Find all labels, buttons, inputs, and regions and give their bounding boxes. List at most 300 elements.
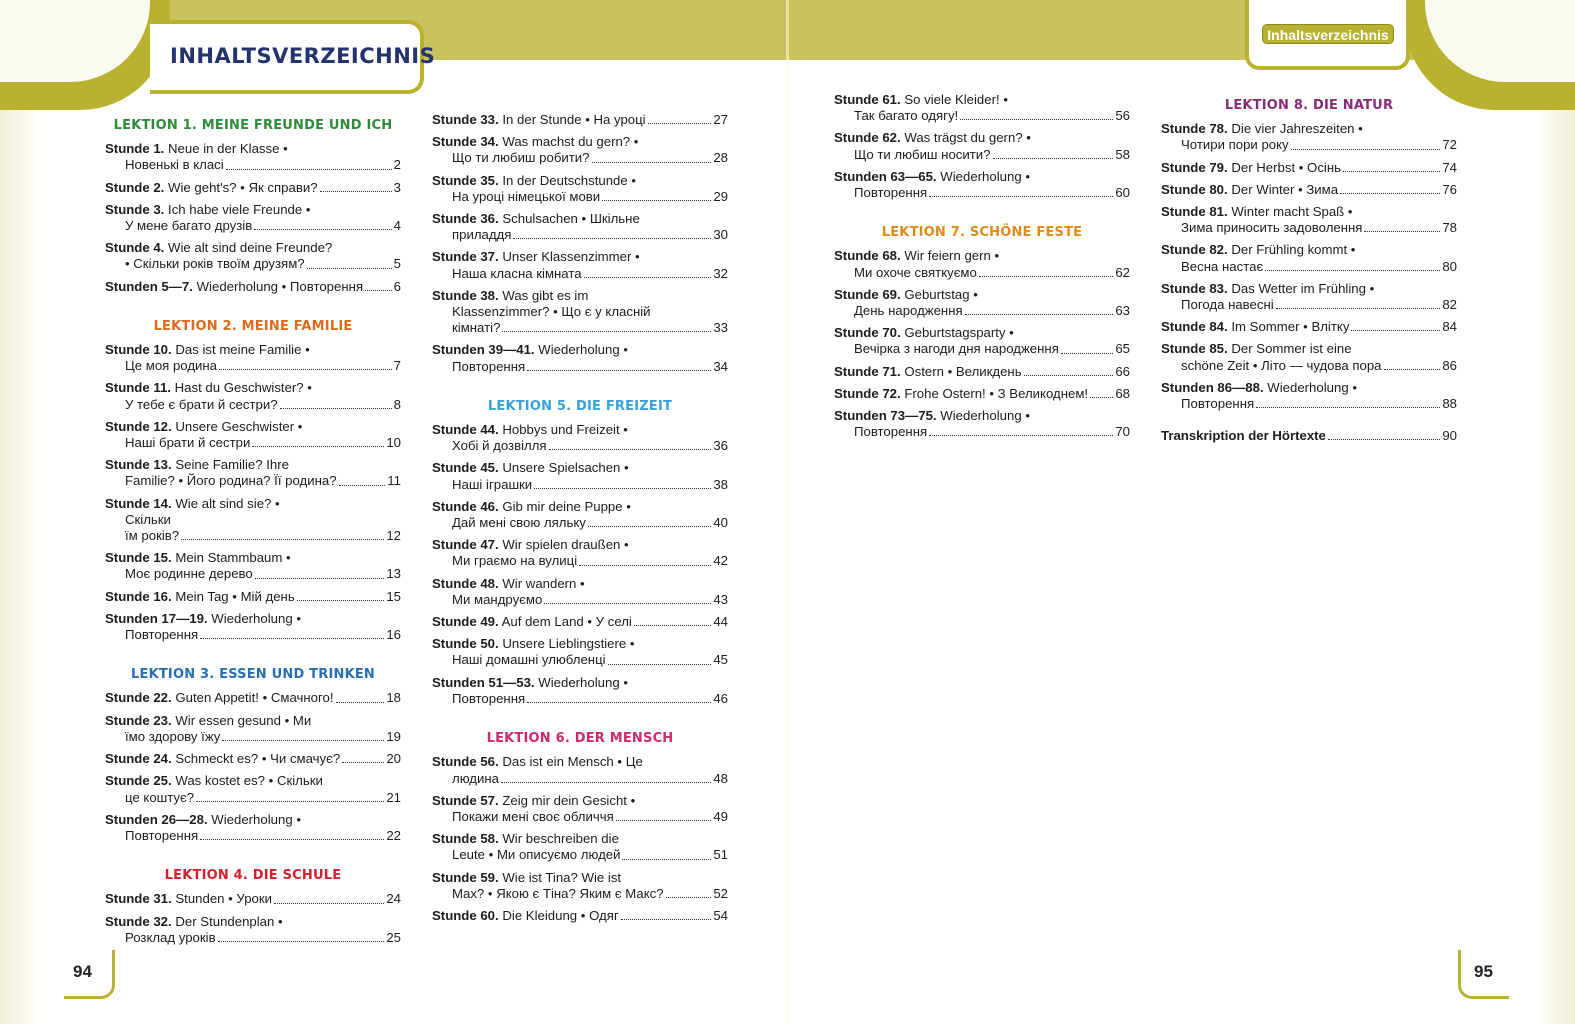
entry-stunde: Stunde 31. xyxy=(105,891,172,907)
entry-subtitle: Що ти любиш робити? xyxy=(452,150,590,166)
dot-leader xyxy=(965,303,1114,315)
entry-text xyxy=(1161,428,1326,444)
entry-line-2 xyxy=(105,528,401,544)
entry-page-number: 4 xyxy=(393,218,401,234)
entry-title: Geburtstag • xyxy=(904,286,978,302)
entry-title: Wiederholung • xyxy=(940,168,1030,184)
entry-line-extra: Klassenzimmer? • Що є у класній xyxy=(452,304,651,320)
dot-leader xyxy=(336,690,385,702)
block-spacer xyxy=(1161,418,1457,428)
entry-line-1 xyxy=(432,499,728,515)
toc-entry xyxy=(834,248,1130,280)
entry-stunde: Stunde 68. xyxy=(834,248,901,264)
entry-title: Was kostet es? • Скільки xyxy=(175,773,323,789)
toc-entry xyxy=(432,173,728,205)
entry-line-2 xyxy=(105,157,401,173)
entry-stunde: Stunden 51—53. xyxy=(432,674,535,690)
entry-page-number: 6 xyxy=(393,278,401,294)
entry-line-2 xyxy=(105,397,401,413)
toc-entry xyxy=(1161,341,1457,373)
toc-entry xyxy=(834,287,1130,319)
entry-title: Geburtstagsparty • xyxy=(904,325,1014,341)
entry-line-1 xyxy=(105,550,401,566)
entry-page-number: 65 xyxy=(1115,341,1130,357)
entry-subtitle: Наші домашні улюбленці xyxy=(452,652,606,668)
entry-title: Ostern • Великдень xyxy=(904,363,1022,379)
toc-entry xyxy=(105,141,401,173)
dot-leader xyxy=(960,108,1113,120)
entry-stunde: Stunde 79. xyxy=(1161,159,1228,175)
entry-line-1 xyxy=(1161,341,1457,357)
entry-line-2 xyxy=(432,477,728,493)
entry-title: Das ist meine Familie • xyxy=(175,342,310,358)
entry-page-number: 20 xyxy=(386,751,401,767)
entry-line-2 xyxy=(105,435,401,451)
entry-line-2 xyxy=(432,553,728,569)
entry-title: Der Sommer ist eine xyxy=(1231,341,1352,357)
entry-text xyxy=(105,690,334,706)
dot-leader xyxy=(255,566,385,578)
entry-title: Was gibt es im xyxy=(502,287,589,303)
entry-title: Schulsachen • Шкільне xyxy=(502,211,640,227)
entry-line-1 xyxy=(105,380,401,396)
entry-page-number: 88 xyxy=(1442,396,1457,412)
entry-line-2 xyxy=(432,592,728,608)
entry-line xyxy=(432,614,728,630)
entry-line-1 xyxy=(432,636,728,652)
entry-stunde: Stunde 44. xyxy=(432,422,499,438)
lektion-heading: LEKTION 4. DIE SCHULE xyxy=(164,868,342,884)
entry-line-1 xyxy=(432,249,728,265)
entry-line-extra: Скільки xyxy=(125,511,171,527)
dot-leader xyxy=(1343,160,1440,172)
entry-page-number: 3 xyxy=(393,179,401,195)
entry-title: Unsere Lieblingstiere • xyxy=(502,636,635,652)
right-page-edge xyxy=(1535,60,1575,1024)
dot-leader xyxy=(1351,319,1440,331)
entry-line-2 xyxy=(834,424,1130,440)
toc-entry xyxy=(432,211,728,243)
entry-title: Das Wetter im Frühling • xyxy=(1231,280,1375,296)
toc-column-2 xyxy=(432,112,728,930)
entry-title: Wir essen gesund • Ми xyxy=(175,712,312,728)
entry-subtitle: На уроці німецької мови xyxy=(452,188,601,204)
entry-title: Zeig mir dein Gesicht • xyxy=(502,792,636,808)
entry-text xyxy=(105,891,272,907)
entry-page-number: 52 xyxy=(713,885,728,901)
entry-line-1 xyxy=(834,169,1130,185)
entry-page-number: 16 xyxy=(386,627,401,643)
entry-page-number: 21 xyxy=(386,789,401,805)
entry-page-number: 18 xyxy=(386,690,401,706)
dot-leader xyxy=(226,157,392,169)
toc-entry xyxy=(834,364,1130,380)
entry-stunde: Stunde 2. xyxy=(105,179,165,195)
entry-subtitle: Покажи мені своє обличчя xyxy=(452,808,614,824)
entry-page-number: 30 xyxy=(713,227,728,243)
entry-page-number: 49 xyxy=(713,808,728,824)
entry-title: Die Kleidung • Одяг xyxy=(502,907,619,923)
toc-entry xyxy=(105,589,401,605)
entry-stunde: Stunde 49. xyxy=(432,614,499,630)
dot-leader xyxy=(181,528,384,540)
entry-line-2 xyxy=(432,771,728,787)
dot-leader xyxy=(602,189,711,201)
entry-stunde: Stunde 84. xyxy=(1161,319,1228,335)
entry-title: Wiederholung • xyxy=(211,811,301,827)
entry-line xyxy=(105,589,401,605)
entry-subtitle: Весна настає xyxy=(1181,258,1264,274)
entry-line-2 xyxy=(432,320,728,336)
entry-page-number: 29 xyxy=(713,188,728,204)
entry-line-2 xyxy=(834,265,1130,281)
entry-line-2 xyxy=(834,303,1130,319)
dot-leader xyxy=(200,627,384,639)
entry-page-number: 66 xyxy=(1115,363,1130,379)
entry-text xyxy=(432,112,646,128)
entry-stunde: Stunde 23. xyxy=(105,712,172,728)
entry-line-2 xyxy=(105,729,401,745)
entry-line-1 xyxy=(432,288,728,304)
dot-leader xyxy=(339,473,386,485)
dot-leader xyxy=(219,358,392,370)
entry-text xyxy=(834,364,1022,380)
toc-entry xyxy=(432,422,728,454)
entry-text xyxy=(1161,319,1349,335)
dot-leader xyxy=(1384,358,1441,370)
entry-line xyxy=(1161,160,1457,176)
toc-entry xyxy=(105,773,401,805)
entry-page-number: 84 xyxy=(1442,319,1457,335)
entry-title: Ich habe viele Freunde • xyxy=(168,201,311,217)
toc-entry xyxy=(834,386,1130,402)
entry-title: In der Deutschstunde • xyxy=(502,172,636,188)
toc-entry xyxy=(1161,160,1457,176)
entry-line-2 xyxy=(105,218,401,234)
entry-page-number: 27 xyxy=(713,112,728,127)
entry-page-number: 56 xyxy=(1115,108,1130,124)
entry-text xyxy=(1161,182,1338,198)
entry-line-1 xyxy=(105,141,401,157)
entry-title: Wiederholung • xyxy=(940,408,1030,424)
entry-stunde: Stunde 58. xyxy=(432,831,499,847)
entry-line-1 xyxy=(105,457,401,473)
dot-leader xyxy=(222,729,384,741)
entry-stunde: Stunde 47. xyxy=(432,537,499,553)
entry-line-2 xyxy=(105,790,401,806)
entry-title: Seine Familie? Ihre xyxy=(175,457,289,473)
toc-entry xyxy=(432,249,728,281)
entry-title: Der Stundenplan • xyxy=(175,913,283,929)
lektion-heading: LEKTION 6. DER MENSCH xyxy=(486,731,674,747)
entry-title: Wie ist Tina? Wie ist xyxy=(502,869,622,885)
entry-line-1 xyxy=(834,408,1130,424)
entry-page-number: 2 xyxy=(393,157,401,173)
entry-line-1 xyxy=(834,325,1130,341)
entry-subtitle: Що ти любиш носити? xyxy=(854,146,991,162)
entry-title: Hobbys und Freizeit • xyxy=(502,422,628,438)
dot-leader xyxy=(218,930,385,942)
entry-stunde: Stunde 56. xyxy=(432,754,499,770)
toc-entry xyxy=(432,112,728,128)
dot-leader xyxy=(534,477,711,489)
entry-line xyxy=(105,180,401,196)
toc-entry xyxy=(105,891,401,907)
entry-stunde: Stunde 22. xyxy=(105,690,172,706)
entry-stunde: Stunde 3. xyxy=(105,201,165,217)
entry-title: Unsere Geschwister • xyxy=(175,418,303,434)
entry-line-2 xyxy=(432,266,728,282)
entry-stunde: Stunde 14. xyxy=(105,495,172,511)
dot-leader xyxy=(1265,259,1440,271)
lektion-heading: LEKTION 3. ESSEN UND TRINKEN xyxy=(131,667,375,683)
entry-page-number: 33 xyxy=(713,320,728,336)
dot-leader xyxy=(544,592,711,604)
dot-leader xyxy=(307,256,392,268)
entry-subtitle: людина xyxy=(452,770,499,786)
entry-subtitle: Повторення xyxy=(1181,396,1255,412)
dot-leader xyxy=(1061,341,1113,353)
entry-stunde: Stunde 70. xyxy=(834,325,901,341)
entry-page-number: 46 xyxy=(713,690,728,706)
toc-entry xyxy=(834,325,1130,357)
entry-stunde: Stunde 46. xyxy=(432,498,499,514)
toc-entry xyxy=(105,914,401,946)
toc-entry xyxy=(105,751,401,767)
entry-subtitle: Ми мандруємо xyxy=(452,591,543,607)
toc-entry xyxy=(834,130,1130,162)
entry-line-2 xyxy=(432,150,728,166)
entry-text xyxy=(834,386,1088,402)
dot-leader xyxy=(588,515,712,527)
lektion-heading: LEKTION 5. DIE FREIZEIT xyxy=(487,398,673,414)
entry-line-1 xyxy=(432,675,728,691)
entry-page-number: 10 xyxy=(386,435,401,451)
entry-line-2 xyxy=(432,652,728,668)
entry-stunde: Stunde 81. xyxy=(1161,204,1228,220)
entry-line-1 xyxy=(1161,242,1457,258)
entry-stunde: Stunde 57. xyxy=(432,792,499,808)
dot-leader xyxy=(297,589,385,601)
entry-stunde: Stunde 35. xyxy=(432,172,499,188)
entry-line-2 xyxy=(432,809,728,825)
dot-leader xyxy=(1364,220,1440,232)
entry-stunde: Stunde 72. xyxy=(834,385,901,401)
entry-line-1 xyxy=(105,812,401,828)
entry-page-number: 8 xyxy=(393,396,401,412)
entry-subtitle: Новенькі в класі xyxy=(125,157,224,173)
entry-subtitle: Наші іграшки xyxy=(452,476,533,492)
entry-stunde: Stunden 17—19. xyxy=(105,610,208,626)
entry-subtitle: schöne Zeit • Літо — чудова пора xyxy=(1181,357,1382,373)
entry-subtitle: Повторення xyxy=(125,827,199,843)
entry-subtitle: • Скільки років твоїм друзям? xyxy=(125,256,305,272)
entry-line-2 xyxy=(432,886,728,902)
entry-line-1 xyxy=(1161,121,1457,137)
toc-entry xyxy=(105,550,401,582)
entry-stunde: Stunde 78. xyxy=(1161,121,1228,137)
entry-stunde: Stunde 83. xyxy=(1161,280,1228,296)
entry-subtitle: Max? • Якою є Тіна? Яким є Макс? xyxy=(452,885,664,901)
entry-line-2 xyxy=(834,185,1130,201)
entry-line-2 xyxy=(1161,220,1457,236)
toc-entry xyxy=(105,496,401,545)
entry-line-1 xyxy=(1161,204,1457,220)
entry-line-2 xyxy=(1161,297,1457,313)
entry-subtitle: Моє родинне дерево xyxy=(125,566,253,582)
entry-page-number: 62 xyxy=(1115,264,1130,280)
entry-line xyxy=(1161,428,1457,444)
entry-title: Stunden • Уроки xyxy=(175,891,273,907)
entry-line-2 xyxy=(834,108,1130,124)
toc-entry xyxy=(1161,428,1457,444)
toc-entry xyxy=(432,754,728,786)
toc-entry xyxy=(105,202,401,234)
dot-leader xyxy=(527,691,711,703)
entry-line-1 xyxy=(834,248,1130,264)
toc-entry xyxy=(432,675,728,707)
entry-line-2 xyxy=(105,930,401,946)
dot-leader xyxy=(979,265,1113,277)
entry-page-number: 19 xyxy=(386,728,401,744)
entry-page-number: 38 xyxy=(713,476,728,492)
entry-title: Der Winter • Зима xyxy=(1231,181,1339,197)
entry-title: Auf dem Land • У селі xyxy=(501,614,632,630)
entry-page-number: 42 xyxy=(713,553,728,569)
entry-page-number: 36 xyxy=(713,438,728,454)
entry-stunde: Stunde 25. xyxy=(105,773,172,789)
entry-subtitle: кімнаті? xyxy=(452,320,501,336)
toc-entry xyxy=(1161,380,1457,412)
entry-stunde: Stunde 32. xyxy=(105,913,172,929)
entry-line-1 xyxy=(432,460,728,476)
entry-subtitle: У тебе є брати й сестри? xyxy=(125,396,278,412)
entry-line xyxy=(105,279,401,295)
toc-entry xyxy=(1161,281,1457,313)
entry-title: Frohe Ostern! • З Великоднем! xyxy=(904,385,1089,401)
entry-stunde: Stunde 71. xyxy=(834,363,901,379)
entry-stunde: Stunde 12. xyxy=(105,418,172,434)
toc-entry xyxy=(834,169,1130,201)
dot-leader xyxy=(200,828,384,840)
entry-title: Das ist ein Mensch • Це xyxy=(502,754,643,770)
toc-entry xyxy=(105,240,401,272)
entry-stunde: Stunde 38. xyxy=(432,287,499,303)
entry-page-number: 45 xyxy=(713,652,728,668)
entry-line-1 xyxy=(432,211,728,227)
dot-leader xyxy=(342,751,384,763)
entry-stunde: Stunde 82. xyxy=(1161,242,1228,258)
entry-stunde: Stunde 80. xyxy=(1161,181,1228,197)
entry-title: Wir spielen draußen • xyxy=(502,537,629,553)
entry-stunde: Stunde 60. xyxy=(432,907,499,923)
book-spine xyxy=(786,0,789,60)
dot-leader xyxy=(501,771,711,783)
entry-stunde: Stunde 11. xyxy=(105,380,171,396)
toc-entry xyxy=(1161,182,1457,198)
entry-title: Gib mir deine Puppe • xyxy=(502,498,631,514)
entry-page-number: 15 xyxy=(386,588,401,604)
entry-line-1 xyxy=(105,611,401,627)
entry-title: Hast du Geschwister? • xyxy=(174,380,312,396)
entry-subtitle: Погода навесні xyxy=(1181,297,1274,313)
entry-line-1 xyxy=(432,173,728,189)
entry-stunde: Stunden 63—65. xyxy=(834,168,937,184)
entry-title: Schmeckt es? • Чи смачує? xyxy=(175,751,341,767)
page-title: INHALTSVERZEICHNIS xyxy=(170,44,436,68)
dot-leader xyxy=(254,218,391,230)
dot-leader xyxy=(1340,182,1440,194)
entry-line-1 xyxy=(105,773,401,789)
entry-line xyxy=(432,112,728,128)
entry-line xyxy=(1161,182,1457,198)
entry-page-number: 28 xyxy=(713,150,728,166)
entry-line-2 xyxy=(834,341,1130,357)
entry-page-number: 5 xyxy=(393,256,401,272)
toc-entry xyxy=(1161,204,1457,236)
entry-subtitle: Leute • Ми описуємо людей xyxy=(452,847,621,863)
toc-entry xyxy=(105,419,401,451)
entry-text xyxy=(432,908,619,924)
entry-subtitle: День народження xyxy=(854,303,963,319)
entry-line-1 xyxy=(432,537,728,553)
entry-line-1 xyxy=(105,713,401,729)
entry-line-2 xyxy=(105,566,401,582)
dot-leader xyxy=(621,908,712,920)
entry-title: Was machst du gern? • xyxy=(502,134,639,150)
entry-line-1 xyxy=(105,419,401,435)
entry-line xyxy=(834,364,1130,380)
toc-entry xyxy=(1161,319,1457,335)
entry-stunde: Stunden 73—75. xyxy=(834,408,937,424)
toc-entry xyxy=(432,576,728,608)
entry-title: Im Sommer • Влітку xyxy=(1231,319,1350,335)
entry-page-number: 80 xyxy=(1442,258,1457,274)
entry-subtitle: Чотири пори року xyxy=(1181,137,1289,153)
toc-column-4 xyxy=(1161,88,1457,450)
dot-leader xyxy=(1276,297,1441,309)
entry-stunde: Stunde 34. xyxy=(432,134,499,150)
entry-page-number: 63 xyxy=(1115,303,1130,319)
entry-title: Guten Appetit! • Смачного! xyxy=(175,690,334,706)
entry-stunde: Stunde 85. xyxy=(1161,341,1228,357)
entry-page-number: 60 xyxy=(1115,185,1130,201)
entry-subtitle: їм років? xyxy=(125,528,180,544)
toc-entry xyxy=(105,180,401,196)
dot-leader xyxy=(648,112,712,124)
entry-title: Der Herbst • Осінь xyxy=(1231,159,1341,175)
entry-line xyxy=(1161,319,1457,335)
toc-column-1 xyxy=(105,108,401,952)
entry-line-2 xyxy=(432,227,728,243)
entry-line-1 xyxy=(432,576,728,592)
dot-leader xyxy=(274,891,384,903)
entry-stunde: Stunden 86—88. xyxy=(1161,379,1264,395)
entry-title: Die vier Jahreszeiten • xyxy=(1231,121,1363,137)
entry-line-2 xyxy=(105,473,401,489)
entry-title: In der Stunde • На уроці xyxy=(502,112,646,127)
entry-text xyxy=(1161,160,1341,176)
entry-page-number: 22 xyxy=(386,827,401,843)
dot-leader xyxy=(634,614,711,626)
entry-stunde: Stunde 10. xyxy=(105,342,172,358)
dot-leader xyxy=(616,809,712,821)
entry-title: Wiederholung • Повторення xyxy=(196,278,364,294)
dot-leader xyxy=(929,185,1113,197)
entry-stunde: Stunde 59. xyxy=(432,869,499,885)
dot-leader xyxy=(280,397,392,409)
entry-stunde: Stunde 48. xyxy=(432,575,499,591)
